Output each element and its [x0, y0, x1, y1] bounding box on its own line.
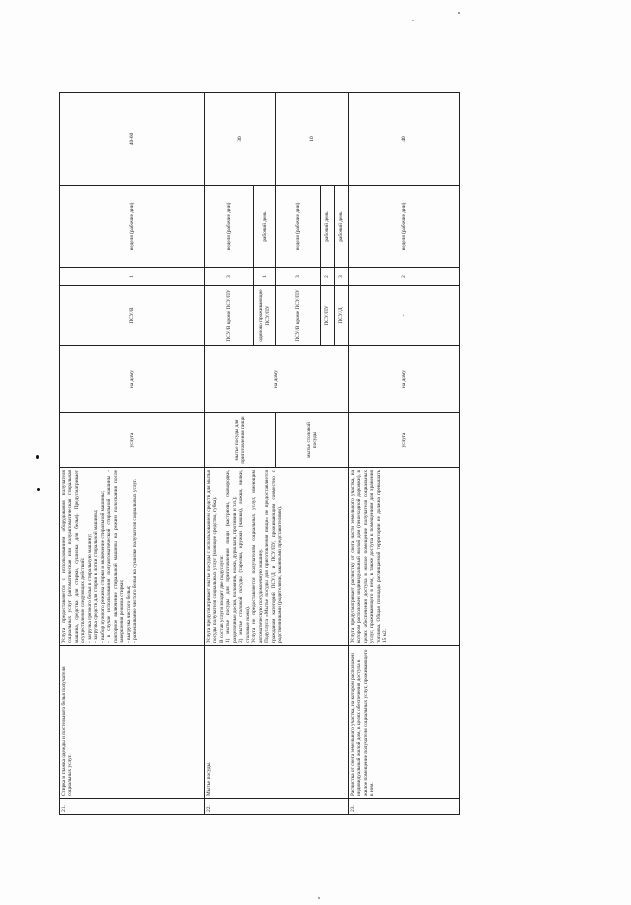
service-description: Услуга предоставляется с использованием оборудования получателя социальных услуг (автоматическая или полуавтоматическая стиральная машина, средства для стирки, сушилка для белья). Предусматривает осуществление следующих действий: - загрузка грязного белья в стиральную машину; - загрузка средств для стирки в лотки стиральной машины; - выбор нужного режима стирки и включение стиральной машины; - в случае использования полуавтоматической стиральной машины - повторное включение стиральной машины на режим полоскания после завершения режима стирки; - выгрузка чистого белья; - развешивание чистого белья на сушилке получателя социальных услуг. — [60, 468, 205, 646]
scan-speck — [412, 20, 414, 21]
table-row — [60, 93, 205, 815]
table-row — [205, 93, 254, 815]
service-name: Расчистка от снега земельного участка, на котором расположен индивидуальный жилой дом, в целях обеспечения доступа в жилое помещение получателя социальных услуг, проживающего в нем. — [348, 646, 459, 799]
duration: 30 — [205, 93, 276, 186]
recipient-category: ПСУ/В — [60, 286, 205, 346]
service-form: на дому — [60, 346, 205, 413]
duration: 40-60 — [60, 93, 205, 186]
recipient-category: ПСУ/В кроме ПСУ/ПУ — [276, 286, 320, 346]
service-name: Стирка и глажка одежды и постельного белья получателя социальных услуг. — [60, 646, 205, 799]
period: неделя (рабочие дни) — [60, 186, 205, 268]
times-count: 2 — [348, 268, 459, 286]
duration: 40 — [348, 93, 459, 186]
table-row — [348, 93, 459, 815]
row-number: 23. — [348, 799, 459, 815]
times-count: 3 — [205, 268, 254, 286]
period: неделя (рабочие дни) — [205, 186, 254, 268]
times-count: 2 — [320, 268, 334, 286]
row-number: 21. — [60, 799, 205, 815]
period: рабочий день — [254, 186, 276, 268]
recipient-category: ПСУ/ПУ — [320, 286, 334, 346]
scan-speck — [318, 897, 320, 899]
service-unit: мытье столовой посуды — [276, 413, 349, 468]
service-unit: мытье посуды для приготовления пищи — [205, 413, 276, 468]
service-description: Услуга предусматривает расчистку от снега части земельного участка, на котором расположен индивидуальный жилой дом (пешеходной дорожки), в целях обеспечения доступа в жилое помещение получателя социальных услуг, проживающего в нем, в также доступа к помещениям для хранения топлива. Общая площадь расчищаемой территории не должна превышать 15 м2. — [348, 468, 459, 646]
recipient-category: - — [348, 286, 459, 346]
scan-speck — [458, 12, 460, 14]
rotated-table-sheet — [59, 93, 460, 815]
recipient-category: ПСУ/В кроме ПСУ/ПУ — [205, 286, 254, 346]
times-count: 3 — [276, 268, 320, 286]
scan-speck — [37, 488, 40, 491]
duration: 10 — [276, 93, 349, 186]
period: рабочий день — [320, 186, 334, 268]
times-count: 1 — [254, 268, 276, 286]
service-name: Мытье посуды. — [205, 646, 349, 799]
row-number: 22. — [205, 799, 349, 815]
times-count: 3 — [334, 268, 348, 286]
scan-speck — [36, 455, 39, 459]
service-unit: услуга — [348, 413, 459, 468]
period: неделя (рабочие дни) — [276, 186, 320, 268]
service-unit: услуга — [60, 413, 205, 468]
period: неделя (рабочие дни) — [348, 186, 459, 268]
service-form: на дому — [205, 346, 349, 413]
recipient-category: одиноко проживающие ПСУ/ПУ — [254, 286, 276, 346]
recipient-category: ПСУ/Д — [334, 286, 348, 346]
times-count: 1 — [60, 268, 205, 286]
service-form: на дому — [348, 346, 459, 413]
service-description: Услуга предусматривает мытье посуды с использованием средств для мытья посуды получателя социальных услуг (моющее средство, губка). В состав услуги входит две подуслуги: 1) мытье посуды для приготовления пищи (кастрюли, сковородки, разделочные доски, половник, ножи, дуршлаги, противни и т.п.); 2) мытье столовой посуды (тарелки, кружки (чашки), ложки, вилки, столовые ножи). Услуга не предоставляется получателям социальных услуг, имеющим автоматическую посудомоечную машину. Подуслуга «Мытье посуды для приготовления пищи» не предоставляется гражданам категорий ПСУ/Д и ПСУ/ПУ, проживающим совместно с родственниками (родителями, законными представителями). — [205, 468, 349, 646]
period: рабочий день — [334, 186, 348, 268]
services-table — [59, 92, 460, 815]
